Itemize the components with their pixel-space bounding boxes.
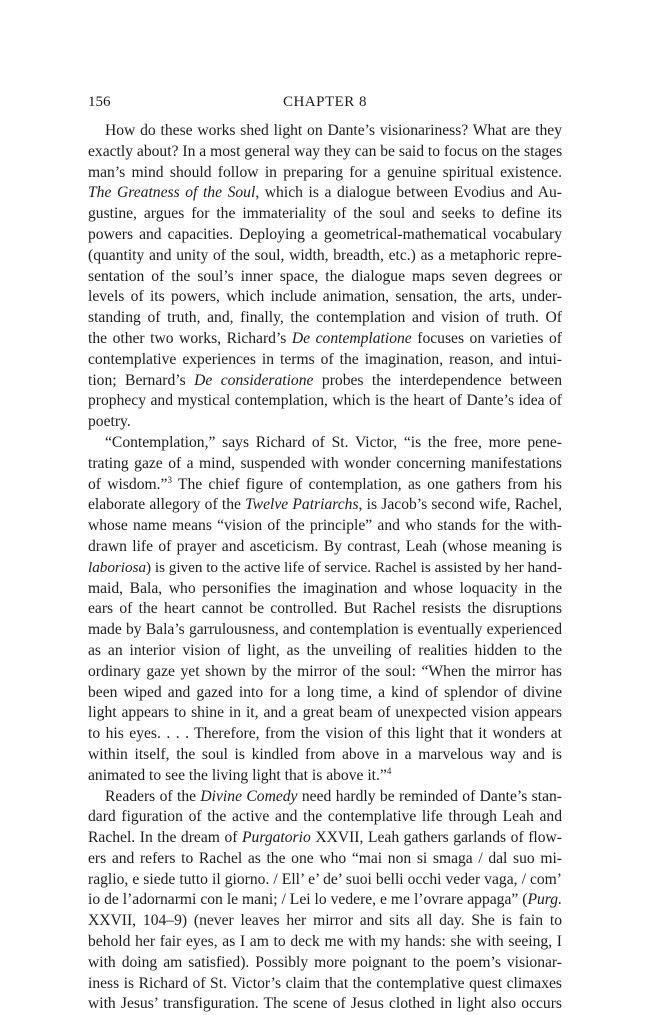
text-run: poetry. <box>88 413 131 431</box>
text-line <box>88 932 562 953</box>
text-line <box>88 974 562 995</box>
text-line <box>88 308 562 329</box>
text-line <box>88 142 562 163</box>
text-line <box>88 516 562 537</box>
text-run: How do these works shed light on Dante’s visionariness? What are they <box>105 122 562 139</box>
italic-text: laboriosa <box>88 558 147 576</box>
text-line <box>88 163 562 184</box>
text-line <box>88 787 562 808</box>
text-line <box>88 745 562 766</box>
text-run: “Contemplation,” says Richard of St. Victor, “is the free, more pene- <box>105 433 562 451</box>
text-line <box>88 870 562 891</box>
text-run: ) is given to the active life of service. Rachel is assisted by her hand- <box>146 558 562 576</box>
text-line <box>88 329 562 350</box>
text-line <box>88 183 562 204</box>
text-line <box>88 204 562 225</box>
text-run: , which is a dialogue between Evodius and Au- <box>255 184 563 202</box>
footnote-marker: 3 <box>167 474 172 485</box>
italic-text: Twelve Patriarchs <box>245 496 359 514</box>
text-run: The chief figure of contemplation, as one gathers from his <box>171 475 563 493</box>
text-run: animated to see the living light that is above it.” <box>88 766 387 784</box>
text-line <box>88 849 562 870</box>
text-line <box>88 683 562 704</box>
text-run: to his eyes. . . . Therefore, from the vision of this light that it wonders at <box>88 725 562 743</box>
text-run: raglio, e siede tutto il giorno. / Ell’ e’ de’ suoi belli occhi veder vaga, / com’ <box>88 870 562 888</box>
text-run: focuses on varieties of <box>411 329 562 347</box>
text-run: made by Bala’s garrulousness, and contemplation is eventually experienced <box>88 621 562 639</box>
text-line <box>88 246 562 267</box>
text-run: ers and refers to Rachel as the one who “mai non si smaga / dal suo mi- <box>88 849 562 867</box>
text-run: with doing am satisfied). Possibly more poignant to the poem’s visionar- <box>88 953 562 971</box>
text-line <box>88 579 562 600</box>
text-run: of wisdom.” <box>88 475 168 493</box>
text-run: Readers of the <box>105 787 201 805</box>
text-run: as an interior vision of light, as the unveiling of realities hidden to the <box>88 641 562 659</box>
text-run: exactly about? In a most general way they can be said to focus on the stages <box>88 142 563 160</box>
text-line <box>88 828 562 849</box>
text-line <box>88 475 562 496</box>
text-run: standing of truth, and, finally, the contemplation and vision of truth. Of <box>88 309 562 327</box>
text-run: ears of the heart cannot be controlled. But Rachel resists the disruptions <box>88 600 562 618</box>
text-line <box>88 662 562 683</box>
text-line <box>88 558 562 579</box>
text-line <box>88 433 562 454</box>
text-line <box>88 599 562 620</box>
text-run: contemplative experiences in terms of the imagination, reason, and intui- <box>88 350 562 368</box>
text-line <box>88 911 562 932</box>
text-line <box>88 454 562 475</box>
text-line <box>88 287 562 308</box>
footnote-marker: 4 <box>386 765 392 776</box>
text-run: whose name means “vision of the principle” and who stands for the with- <box>88 517 562 535</box>
text-run: powers and capacities. Deploying a geometrical-mathematical vocabulary <box>88 225 562 243</box>
text-line <box>88 807 562 828</box>
italic-text: The Greatness of the Soul <box>88 184 256 202</box>
text-run: maid, Bala, who personifies the imagination and whose loquacity in the <box>88 579 562 597</box>
text-run: ordinary gaze yet shown by the mirror of the soul: “When the mirror has <box>88 662 562 680</box>
text-run: dard figuration of the active and the contemplative life through Leah and <box>88 808 562 826</box>
text-run: io de l’adornarmi con le mani; / Lei lo vedere, e me l’ovrare appaga” ( <box>88 891 528 909</box>
text-line <box>88 537 562 558</box>
page-header <box>88 94 562 116</box>
text-line <box>88 703 562 724</box>
text-line <box>88 225 562 246</box>
text-run: Rachel. In the dream of <box>88 829 243 847</box>
text-run: trating gaze of a mind, suspended with wonder concerning manifestations <box>88 454 562 472</box>
text-run: , is Jacob’s second wife, Rachel, <box>358 496 562 514</box>
text-line <box>88 724 562 745</box>
text-run: with Jesus’ transfiguration. The scene of Jesus clothed in light also occurs <box>88 995 562 1013</box>
text-line <box>88 953 562 974</box>
text-line <box>88 994 562 1015</box>
text-run: tion; Bernard’s <box>88 371 195 389</box>
text-run: drawn life of prayer and asceticism. By contrast, Leah (whose meaning is <box>88 537 562 555</box>
text-run: man’s mind should follow in preparing for a genuine spiritual existence. <box>88 163 562 181</box>
text-line <box>88 495 562 516</box>
text-run: iness is Richard of St. Victor’s claim that the contemplative quest climaxes <box>88 974 562 992</box>
text-line <box>88 350 562 371</box>
text-line <box>88 121 562 142</box>
italic-text: Purgatorio <box>242 829 311 847</box>
running-head: CHAPTER 8 <box>282 94 368 110</box>
text-run: sentation of the soul’s inner space, the dialogue maps seven degrees or <box>88 267 562 285</box>
page-number: 156 <box>88 94 111 110</box>
text-line <box>88 641 562 662</box>
italic-text: Divine Comedy <box>200 787 298 805</box>
text-run: levels of its powers, which include animation, sensation, the arts, under- <box>88 288 562 306</box>
text-run: XXVII, Leah gathers garlands of flow- <box>310 829 562 847</box>
text-run: behold her fair eyes, as I am to deck me with my hands: she with seeing, I <box>88 933 562 951</box>
text-run: the other two works, Richard’s <box>88 329 292 347</box>
italic-text: De consideratione <box>194 371 314 389</box>
italic-text: Purg. <box>527 891 562 909</box>
text-run: light appears to shine in it, and a great beam of unexpected vision appears <box>88 704 562 722</box>
text-line <box>88 890 562 911</box>
text-run: need hardly be reminded of Dante’s stan- <box>297 787 562 805</box>
text-line <box>88 391 562 412</box>
text-line <box>88 267 562 288</box>
text-line <box>88 371 562 392</box>
text-line <box>88 620 562 641</box>
italic-text: De contemplatione <box>291 329 412 347</box>
text-run: XXVII, 104–9) (never leaves her mirror and sits all day. She is fain to <box>88 912 562 930</box>
text-run: gustine, argues for the immateriality of the soul and seeks to define its <box>88 205 562 223</box>
text-run: elaborate allegory of the <box>88 496 246 514</box>
text-line <box>88 766 562 787</box>
text-run: within itself, the soul is kindled from above in a marvelous way and is <box>88 745 562 763</box>
text-run: probes the interdependence between <box>313 371 563 389</box>
text-run: been wiped and gazed into for a long time, a kind of splendor of divine <box>88 683 562 701</box>
body-text <box>88 121 562 1015</box>
text-run: (quantity and unity of the soul, width, breadth, etc.) as a metaphoric repre- <box>88 246 562 264</box>
text-line <box>88 412 562 433</box>
text-run: prophecy and mystical contemplation, which is the heart of Dante’s idea of <box>88 392 562 410</box>
